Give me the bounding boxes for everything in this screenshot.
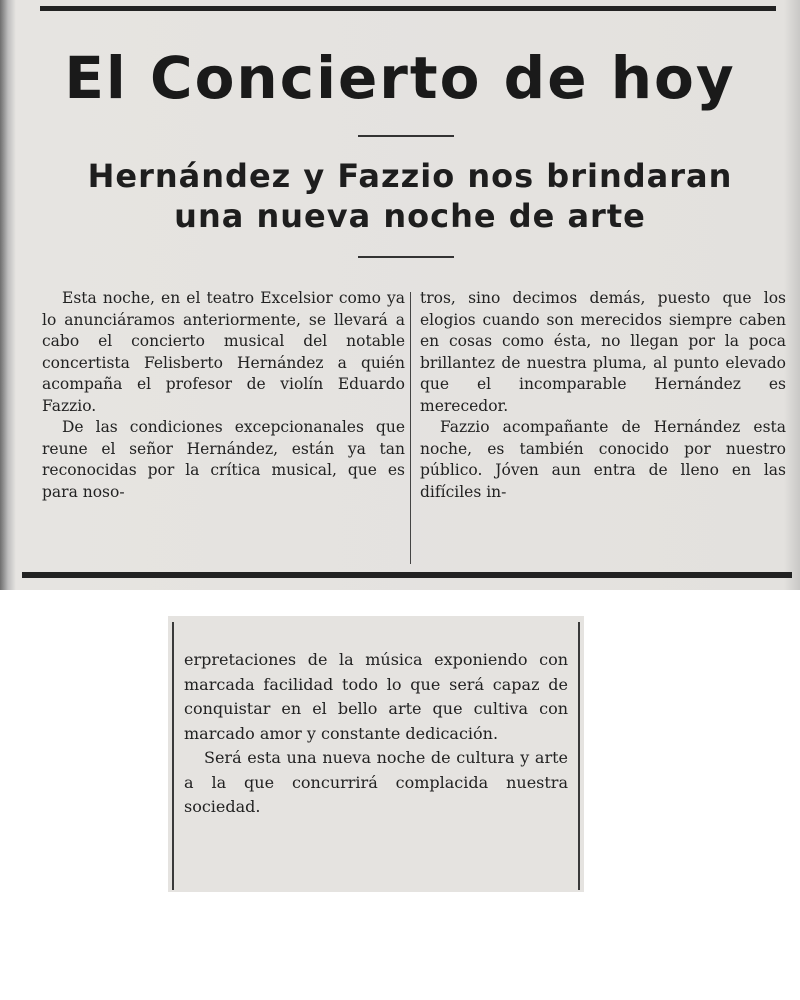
article-paragraph: Esta noche, en el teatro Excelsior como ya lo anunciáramos anteriormente, se llevará a cabo el concierto musical del notable concertista Felisberto Hernández a quién acompaña el profesor de violín Eduardo Fazzio. [42, 289, 405, 415]
article-paragraph: erpretaciones de la música exponiendo con marcada facilidad todo lo que será capaz de conquistar en el bello arte que cultiva con marcado amor y constante dedicación. [184, 650, 568, 743]
article-column-left [42, 288, 405, 503]
headline: El Concierto de hoy [64, 44, 736, 112]
bottom-rule [22, 572, 792, 578]
top-rule [40, 6, 776, 11]
article-column-continuation [184, 648, 568, 820]
column-divider [410, 292, 411, 564]
separator-dash [358, 256, 454, 258]
column-border-left [172, 622, 174, 890]
article-paragraph: Fazzio acompañante de Hernández esta noche, es también conocido por nuestro público. Jóven aun entra de lleno en las difíciles in- [420, 418, 786, 501]
subheadline [20, 156, 800, 236]
article-paragraph: De las condiciones excepcionanales que reune el señor Hernández, están ya tan reconocidas por la crítica musical, que es para noso- [42, 418, 405, 501]
subheadline-line-1: Hernández y Fazzio nos brindaran [87, 157, 733, 195]
article-column-right [420, 288, 786, 503]
newspaper-clipping-continuation [168, 616, 584, 892]
separator-dash [358, 135, 454, 137]
subheadline-line-2: una nueva noche de arte [174, 197, 646, 235]
column-border-right [578, 622, 580, 890]
article-paragraph: Será esta una nueva noche de cultura y arte a la que concurrirá complacida nuestra sociedad. [184, 748, 568, 816]
article-paragraph: tros, sino decimos demás, puesto que los elogios cuando son merecidos siempre caben en cosas como ésta, no llegan por la poca brillantez de nuestra pluma, al punto elevado que el incomparable Hernández es merecedor. [420, 289, 786, 415]
